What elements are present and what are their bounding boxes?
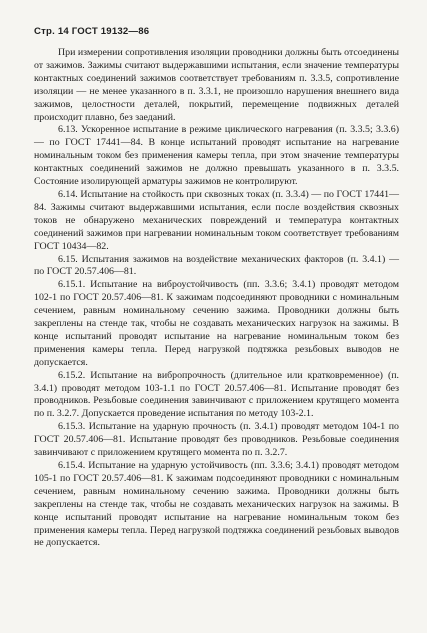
paragraph-6-15-2: 6.15.2. Испытание на вибропрочность (длительное или кратковременное) (п. 3.4.1) проводят методом 103-1.1 по ГОСТ 20.57.406—81. Испытание проводят без проводников. Резьбовые соединения завинчивают с приложением крутящего момента по п. 3.2.7. Допускается проведение испытания по методу 103-2.1. — [34, 369, 399, 420]
paragraph-6-15: 6.15. Испытания зажимов на воздействие механических факторов (п. 3.4.1) — по ГОСТ 20.57.406—81. — [34, 253, 399, 278]
paragraph-insulation-measurement: При измерении сопротивления изоляции проводники должны быть отсоединены от зажимов. Зажимы считают выдержавшими испытания, если значение температуры контактных соединений зажимов соответствует требованиям п. 3.3.5, сопротивление изоляции — не менее указанного в п. 3.3.1, не произошло нарушения внешнего вида зажимов, целостности деталей, покрытий, перемещение подвижных деталей происходит плавно, без заеданий. — [34, 47, 399, 123]
paragraph-6-15-1: 6.15.1. Испытание на виброустойчивость (пп. 3.3.6; 3.4.1) проводят методом 102-1 по ГОСТ 20.57.406—81. К зажимам подсоединяют проводники с номинальным сечением, равным номинальному сечению зажима. Проводники должны быть закреплены на стенде так, чтобы не создавать механических нагрузок на зажимы. В конце испытаний проводят испытание на нагревание номинальным током без применения камеры тепла. Перед нагрузкой подтяжка резьбовых выводов не допускается. — [34, 279, 399, 368]
paragraph-6-13: 6.13. Ускоренное испытание в режиме циклического нагревания (п. 3.3.5; 3.3.6) — по ГОСТ 17441—84. В конце испытаний проводят испытание на нагревание номинальным током без применения камеры тепла, при этом значение температуры контактных соединений зажимов не должно превышать указанного в п. 3.3.5. Состояние изолирующей арматуры зажимов не контролируют. — [34, 124, 399, 188]
paragraph-6-15-4: 6.15.4. Испытание на ударную устойчивость (пп. 3.3.6; 3.4.1) проводят методом 105-1 по ГОСТ 20.57.406—81. К зажимам подсоединяют проводники с номинальным сечением, равным номинальному сечению зажима. Проводники должны быть закреплены на стенде так, чтобы не создавать механических нагрузок на зажимы. В конце испытаний проводят испытание на нагревание номинальным током без применения камеры тепла. Перед нагрузкой подтяжка соединений резьбовых выводов не допускается. — [34, 460, 399, 549]
page-header: Стр. 14 ГОСТ 19132—86 — [34, 26, 150, 37]
paragraph-6-15-3: 6.15.3. Испытание на ударную прочность (п. 3.4.1) проводят методом 104-1 по ГОСТ 20.57.406—81. Испытание проводят без проводников. Резьбовые соединения завинчивают с приложением крутящего момента по п. 3.2.7. — [34, 421, 399, 459]
paragraph-6-14: 6.14. Испытание на стойкость при сквозных токах (п. 3.3.4) — по ГОСТ 17441—84. Зажимы считают выдержавшими испытания, если после воздействия сквозных токов не обнаружено механических повреждений и температура контактных соединений зажимов при нагревании номинальным током соответствует требованиям ГОСТ 10434—82. — [34, 188, 399, 252]
